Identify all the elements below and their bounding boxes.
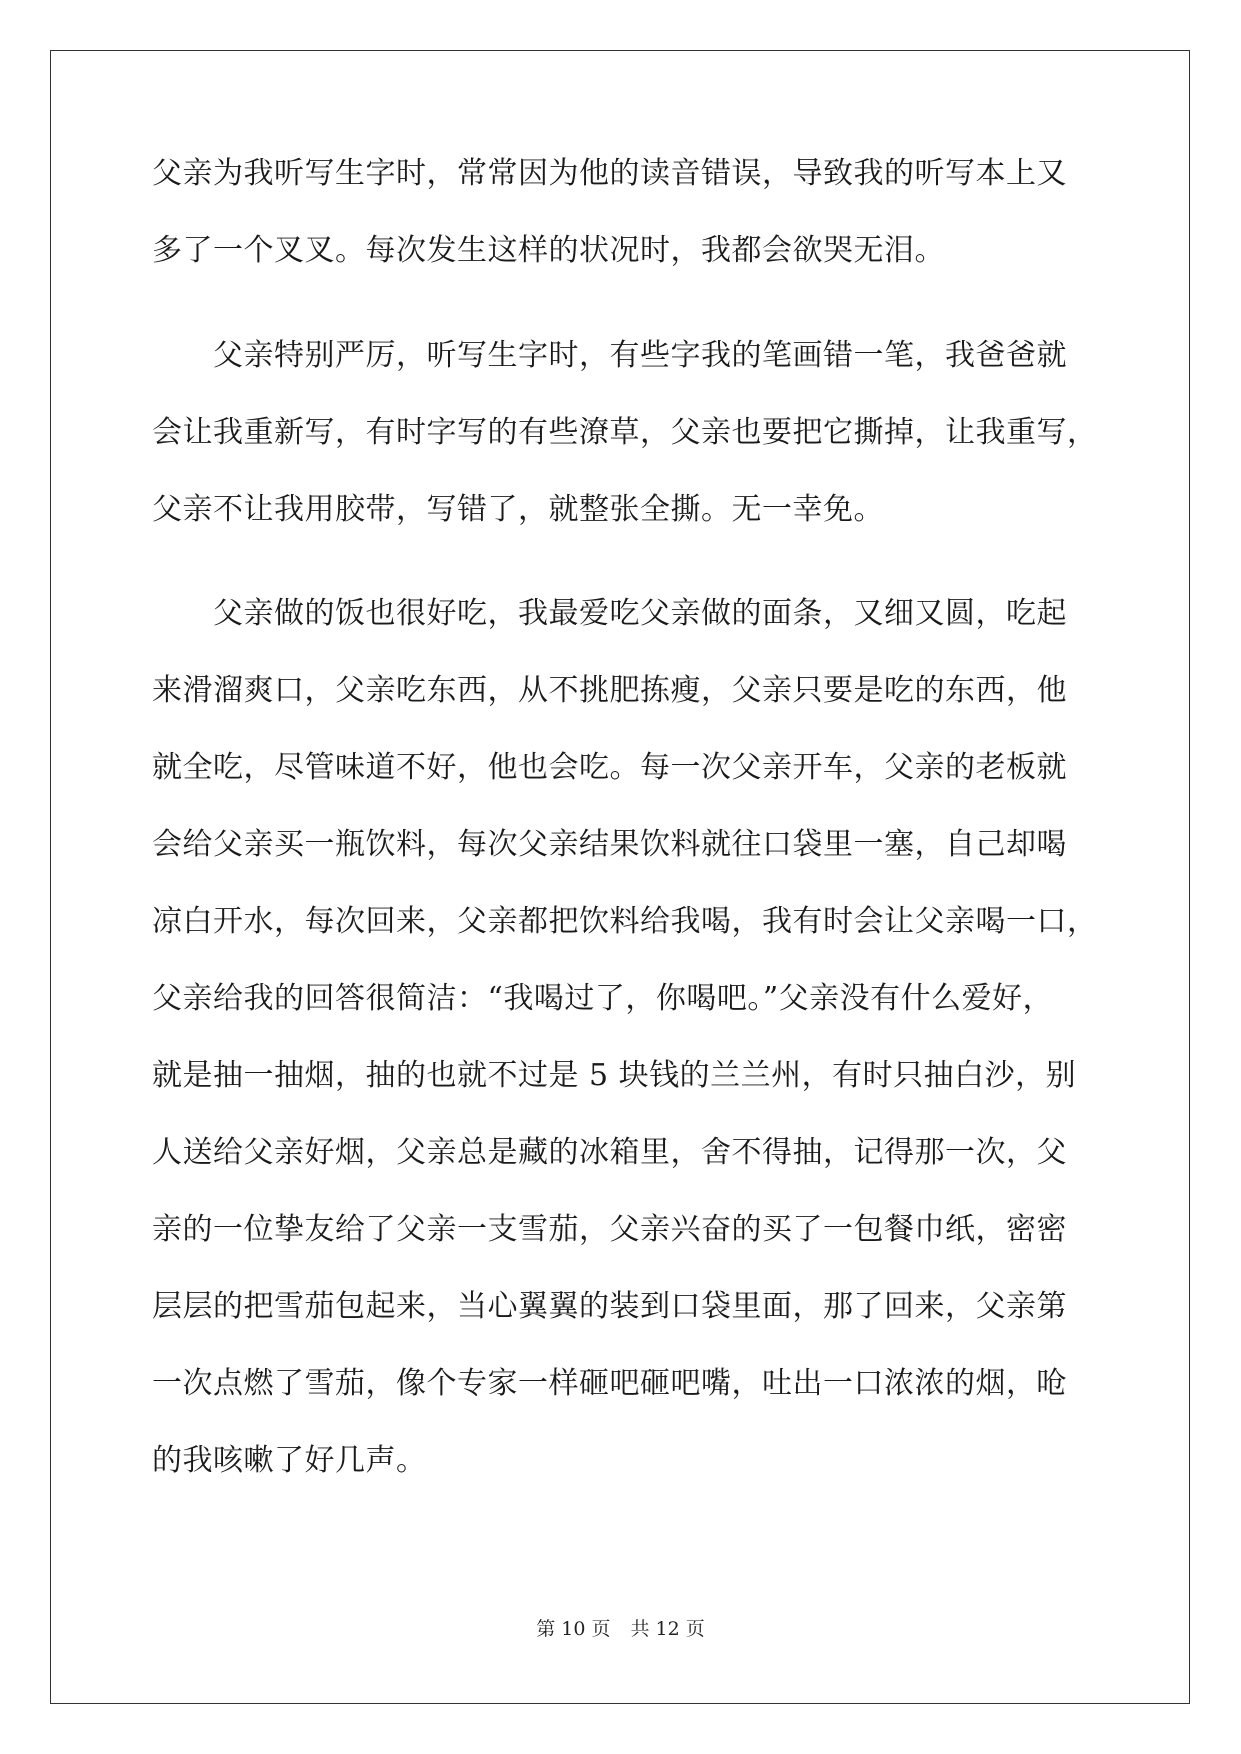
text-line: 层层的把雪茄包起来，当心翼翼的装到口袋里面，那了回来，父亲第 bbox=[152, 1289, 1067, 1324]
text-line: 多了一个叉叉。每次发生这样的状况时，我都会欲哭无泪。 bbox=[152, 233, 945, 268]
text-line: 父亲不让我用胶带，写错了，就整张全撕。无一幸免。 bbox=[152, 492, 884, 527]
text-line: 凉白开水，每次回来，父亲都把饮料给我喝，我有时会让父亲喝一口， bbox=[152, 904, 1098, 939]
page-footer bbox=[0, 1614, 1241, 1641]
text-line: 亲的一位挚友给了父亲一支雪茄，父亲兴奋的买了一包餐巾纸，密密 bbox=[152, 1212, 1067, 1247]
paragraph-start-line: 父亲特别严厉，听写生字时，有些字我的笔画错一笔，我爸爸就 bbox=[213, 338, 1067, 373]
text-line: 会给父亲买一瓶饮料，每次父亲结果饮料就往口袋里一塞，自己却喝 bbox=[152, 827, 1067, 862]
text-line: 人送给父亲好烟，父亲总是藏的冰箱里，舍不得抽，记得那一次，父 bbox=[152, 1135, 1067, 1170]
text-line: 就是抽一抽烟，抽的也就不过是 5 块钱的兰兰州，有时只抽白沙，别 bbox=[152, 1058, 1077, 1093]
text-line: 会让我重新写，有时字写的有些潦草，父亲也要把它撕掉，让我重写， bbox=[152, 415, 1098, 450]
text-line: 父亲为我听写生字时，常常因为他的读音错误，导致我的听写本上又 bbox=[152, 156, 1067, 191]
text-line: 就全吃，尽管味道不好，他也会吃。每一次父亲开车，父亲的老板就 bbox=[152, 750, 1067, 785]
text-line: 一次点燃了雪茄，像个专家一样砸吧砸吧嘴，吐出一口浓浓的烟，呛 bbox=[152, 1366, 1067, 1401]
page-total: 共 12 页 bbox=[630, 1618, 705, 1640]
page-number: 第 10 页 bbox=[536, 1618, 611, 1640]
text-line: 的我咳嗽了好几声。 bbox=[152, 1443, 427, 1478]
text-line: 父亲给我的回答很简洁：“我喝过了，你喝吧。”父亲没有什么爱好， bbox=[152, 981, 1054, 1016]
text-line: 来滑溜爽口，父亲吃东西，从不挑肥拣瘦，父亲只要是吃的东西，他 bbox=[152, 673, 1067, 708]
paragraph-start-line: 父亲做的饭也很好吃，我最爱吃父亲做的面条，又细又圆，吃起 bbox=[213, 596, 1067, 631]
